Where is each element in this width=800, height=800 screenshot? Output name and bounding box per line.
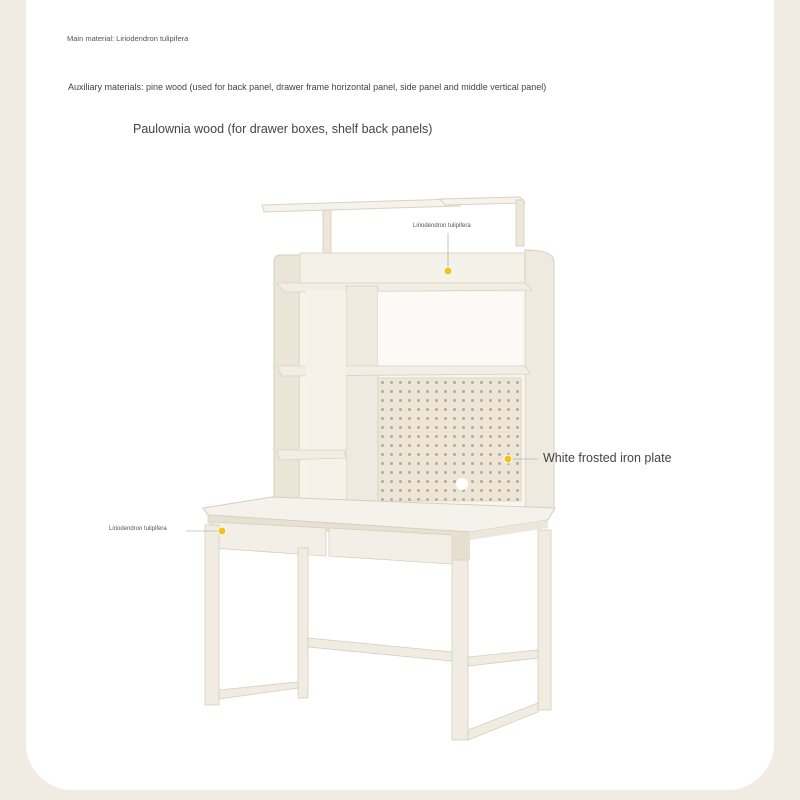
paulownia-text: Paulownia wood (for drawer boxes, shelf back panels) — [133, 122, 433, 136]
hutch — [274, 250, 554, 510]
auxiliary-materials-text: Auxiliary materials: pine wood (used for back panel, drawer frame horizontal panel, side panel and middle vertical panel) — [68, 82, 547, 92]
callout-left-label: Liriodendron tulipifera — [109, 526, 167, 532]
callout-right-label: White frosted iron plate — [543, 451, 672, 465]
main-material-text: Main material: Liriodendron tulipifera — [67, 34, 189, 43]
callout-top-label: Liriodendron tulipifera — [413, 223, 471, 229]
top-light-bar — [262, 197, 525, 255]
